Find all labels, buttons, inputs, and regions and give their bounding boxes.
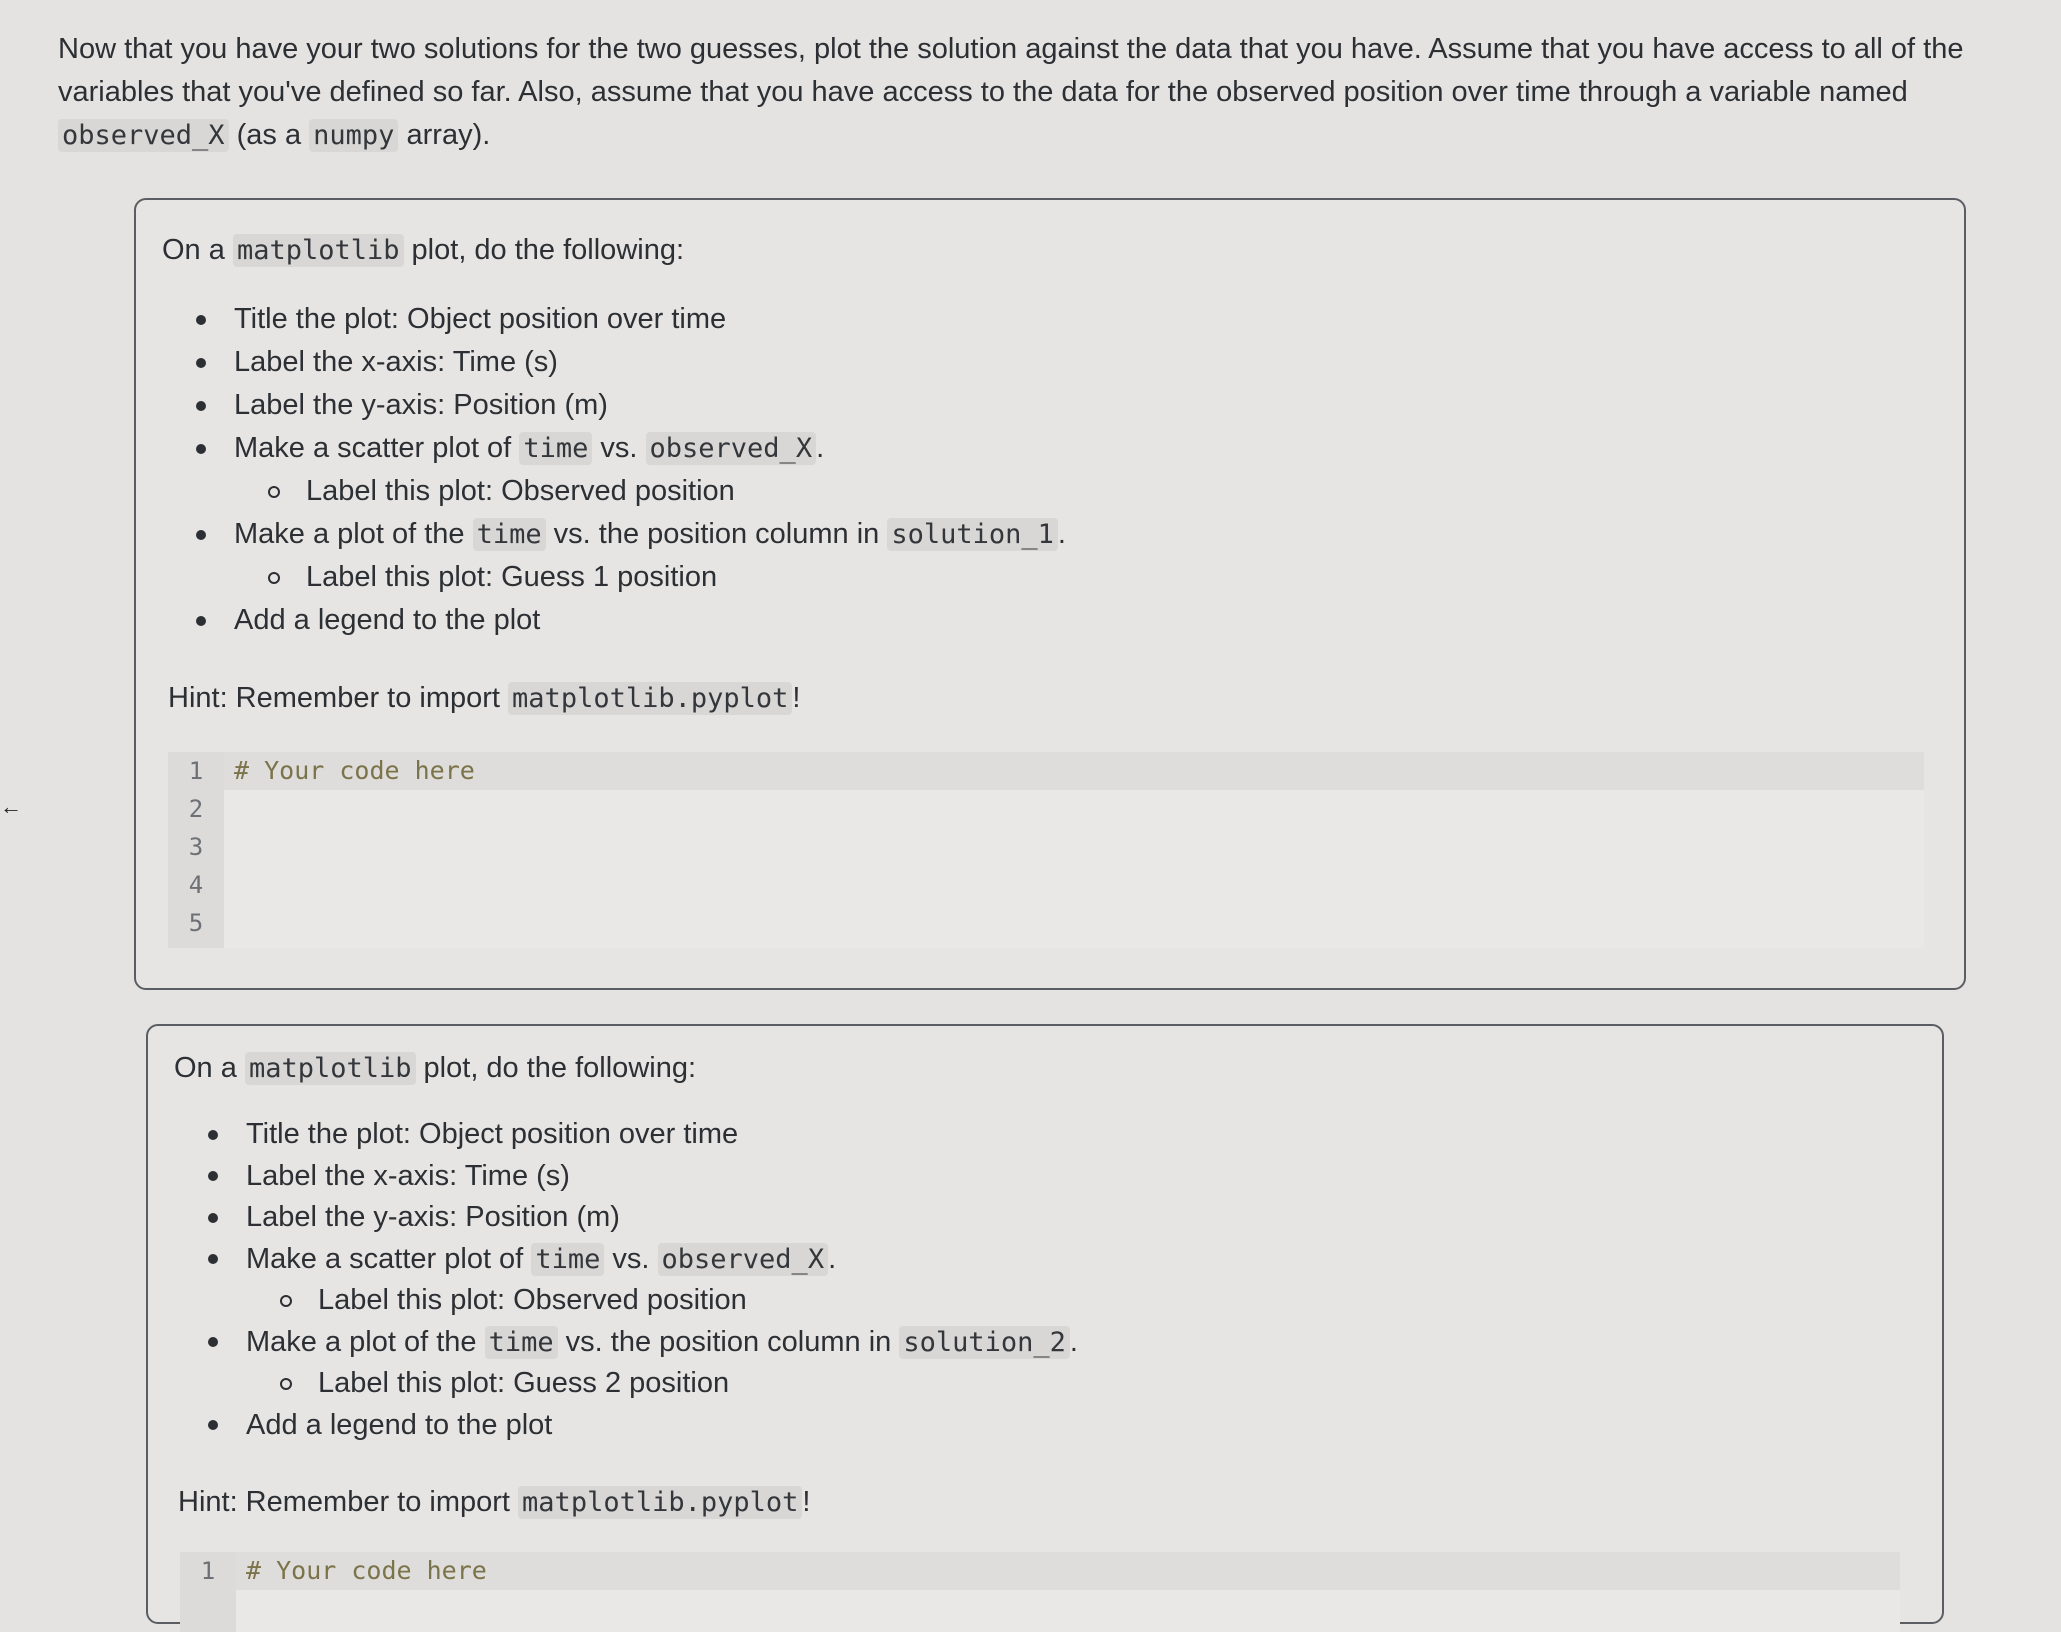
inline-code: solution_2 bbox=[899, 1326, 1070, 1359]
task-subitem-line-label: Label this plot: Guess 2 position bbox=[206, 1363, 1078, 1405]
line-number-gutter bbox=[180, 1552, 236, 1632]
task-item-title: Title the plot: Object position over time bbox=[194, 298, 1066, 341]
inline-code: observed_X bbox=[658, 1243, 829, 1276]
code-editor[interactable] bbox=[180, 1552, 1900, 1632]
task-list bbox=[194, 298, 1066, 642]
inline-code: numpy bbox=[309, 119, 398, 152]
task-item-xlabel: Label the x-axis: Time (s) bbox=[194, 341, 1066, 384]
inline-code: time bbox=[485, 1326, 558, 1359]
task-item-scatter: Make a scatter plot of time vs. observed_X . bbox=[206, 1239, 1078, 1281]
exercise-cell-1 bbox=[134, 198, 1966, 990]
inline-code: matplotlib.pyplot bbox=[518, 1486, 802, 1519]
intro-paragraph bbox=[58, 28, 2018, 157]
inline-code: time bbox=[519, 432, 592, 465]
cell-instructions-lead: On a matplotlib plot, do the following: bbox=[162, 234, 685, 266]
task-item-line: Make a plot of the time vs. the position column in solution_1 . bbox=[194, 513, 1066, 556]
line-number: 3 bbox=[188, 833, 204, 861]
task-subitem-scatter-label: Label this plot: Observed position bbox=[194, 470, 1066, 513]
inline-code: solution_1 bbox=[887, 518, 1058, 551]
line-number-gutter bbox=[168, 752, 224, 948]
task-subitem-line-label: Label this plot: Guess 1 position bbox=[194, 556, 1066, 599]
cell-instructions-lead: On a matplotlib plot, do the following: bbox=[174, 1052, 697, 1084]
task-item-line: Make a plot of the time vs. the position column in solution_2 . bbox=[206, 1322, 1078, 1364]
code-editor[interactable] bbox=[168, 752, 1924, 948]
task-item-ylabel: Label the y-axis: Position (m) bbox=[206, 1197, 1078, 1239]
inline-code: observed_X bbox=[58, 119, 229, 152]
task-item-xlabel: Label the x-axis: Time (s) bbox=[206, 1156, 1078, 1198]
cursor-arrow-icon: ← bbox=[0, 794, 22, 819]
task-subitem-scatter-label: Label this plot: Observed position bbox=[206, 1280, 1078, 1322]
task-item-title: Title the plot: Object position over time bbox=[206, 1114, 1078, 1156]
code-line[interactable]: # Your code here bbox=[236, 1552, 1900, 1590]
intro-text: Now that you have your two solutions for the two guesses, plot the solution against the data that you have. Assume that you have access to all of the variables that you've defined so far. Also, assume that you have access to the data for the observed position over time through a variable named observed_X (as a numpy array). bbox=[58, 33, 1964, 151]
inline-code: observed_X bbox=[646, 432, 817, 465]
line-number: 1 bbox=[200, 1557, 216, 1585]
code-line[interactable]: # Your code here bbox=[224, 752, 1924, 790]
task-item-legend: Add a legend to the plot bbox=[206, 1405, 1078, 1447]
task-list bbox=[206, 1114, 1078, 1446]
line-number: 1 bbox=[188, 757, 204, 785]
line-number: 5 bbox=[188, 909, 204, 937]
task-item-scatter: Make a scatter plot of time vs. observed_X . bbox=[194, 427, 1066, 470]
hint-text: Hint: Remember to import matplotlib.pyplot ! bbox=[178, 1486, 811, 1518]
inline-code: time bbox=[531, 1243, 604, 1276]
line-number: 2 bbox=[188, 795, 204, 823]
line-number: 4 bbox=[188, 871, 204, 899]
inline-code: matplotlib.pyplot bbox=[508, 682, 792, 715]
inline-code: time bbox=[473, 518, 546, 551]
task-item-legend: Add a legend to the plot bbox=[194, 599, 1066, 642]
task-item-ylabel: Label the y-axis: Position (m) bbox=[194, 384, 1066, 427]
inline-code: matplotlib bbox=[233, 234, 404, 267]
inline-code: matplotlib bbox=[245, 1052, 416, 1085]
exercise-cell-2 bbox=[146, 1024, 1944, 1624]
hint-text: Hint: Remember to import matplotlib.pyplot ! bbox=[168, 682, 801, 714]
